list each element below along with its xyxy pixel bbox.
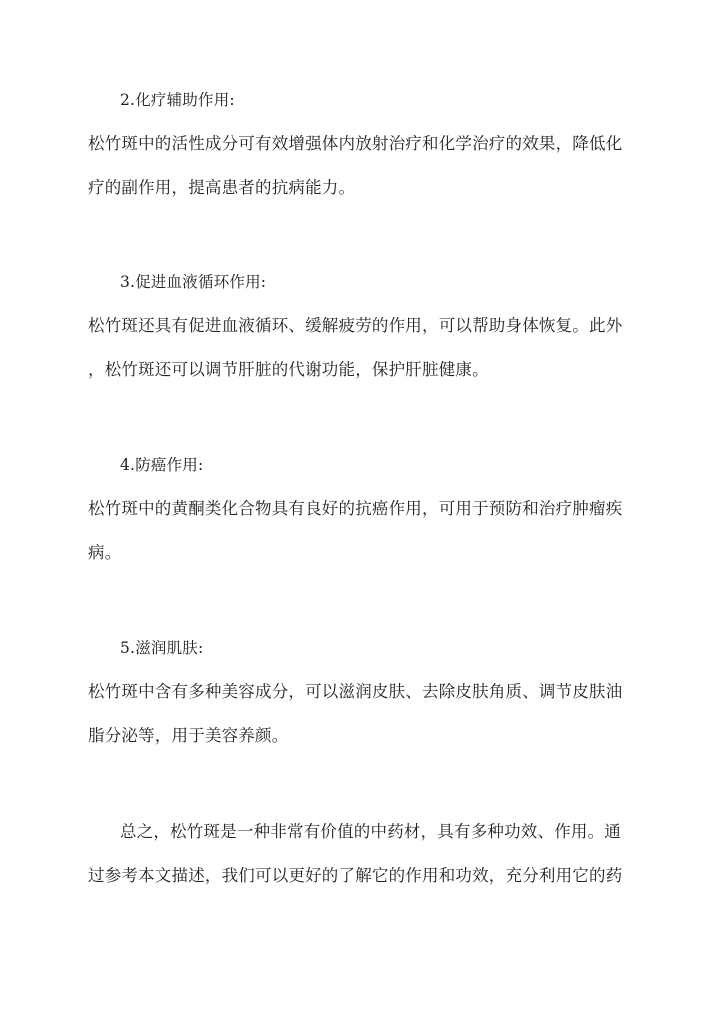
paragraph-line: 病。 — [88, 543, 122, 562]
conclusion-line: 总之，松竹斑是一种非常有价值的中药材，具有多种功效、作用。通 — [120, 822, 621, 841]
section-heading: 3.促进血液循环作用: — [120, 273, 267, 291]
paragraph-line: 松竹斑中含有多种美容成分，可以滋润皮肤、去除皮肤角质、调节皮肤油 — [88, 682, 623, 701]
conclusion-line: 过参考本文描述，我们可以更好的了解它的作用和功效，充分利用它的药 — [88, 866, 623, 885]
paragraph-line: 疗的副作用，提高患者的抗病能力。 — [88, 178, 356, 197]
section-heading: 5.滋润肌肤: — [120, 639, 204, 657]
section-heading: 4.防癌作用: — [120, 456, 204, 474]
paragraph-line: 脂分泌等，用于美容养颜。 — [88, 726, 289, 745]
paragraph-line: ，松竹斑还可以调节肝脏的代谢功能，保护肝脏健康。 — [88, 360, 489, 379]
paragraph-line: 松竹斑还具有促进血液循环、缓解疲劳的作用，可以帮助身体恢复。此外 — [88, 316, 623, 335]
paragraph-line: 松竹斑中的活性成分可有效增强体内放射治疗和化学治疗的效果，降低化 — [88, 134, 623, 153]
paragraph-line: 松竹斑中的黄酮类化合物具有良好的抗癌作用，可用于预防和治疗肿瘤疾 — [88, 499, 623, 518]
section-heading: 2.化疗辅助作用: — [120, 91, 235, 109]
